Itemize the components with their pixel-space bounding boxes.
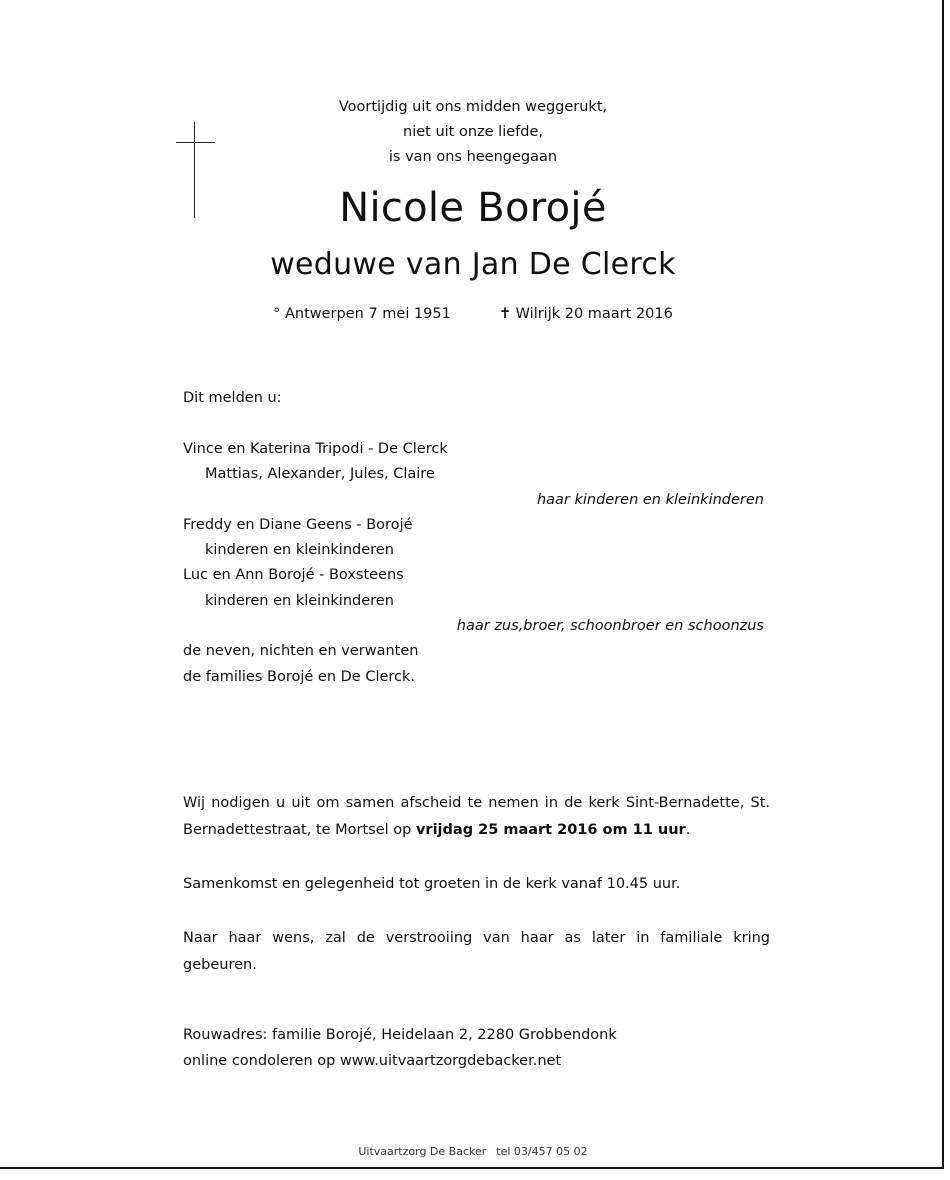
widow-of: weduwe van Jan De Clerck [270, 247, 676, 282]
family-line-3: Luc en Ann Borojé - Boxsteens [183, 567, 404, 583]
death-date: Wilrijk 20 maart 2016 [515, 306, 673, 322]
footer-phone: tel 03/457 05 02 [496, 1145, 588, 1158]
gathering-paragraph: Samenkomst en gelegenheid tot groeten in de kerk vanaf 10.45 uur. [183, 876, 681, 892]
invitation-end: . [685, 822, 691, 838]
relation-label-2: haar zus,broer, schoonbroer en schoonzus [456, 618, 764, 634]
family-line-1-children: Mattias, Alexander, Jules, Claire [205, 466, 435, 482]
wish-paragraph: Naar haar wens, zal de verstrooiing van haar as later in familiale kring gebeuren. [183, 930, 770, 973]
family-line-4: de neven, nichten en verwanten [183, 643, 419, 659]
footer [0, 1144, 946, 1160]
life-dates [0, 302, 946, 326]
online-condolences: online condoleren op www.uitvaartzorgdebacker.net [183, 1053, 562, 1069]
birth-date: ° Antwerpen 7 mei 1951 [273, 306, 451, 322]
intro-line-1: Voortijdig uit ons midden weggerukt, [338, 99, 608, 115]
footer-company: Uitvaartzorg De Backer [358, 1145, 487, 1158]
announce-text: Dit melden u: [183, 390, 282, 406]
intro-line-2: niet uit onze liefde, [403, 124, 543, 140]
invitation-paragraph [183, 790, 770, 844]
invitation-text: Wij nodigen u uit om samen afscheid te nemen in de kerk Sint-Bernadette, St. Bernadettestraat, te Mortsel op [183, 795, 770, 838]
invitation-date: vrijdag 25 maart 2016 om 11 uur [415, 822, 686, 838]
mourning-address: Rouwadres: familie Borojé, Heidelaan 2, 2280 Grobbendonk [183, 1027, 617, 1043]
family-line-5: de families Borojé en De Clerck. [183, 669, 416, 685]
family-line-2-children: kinderen en kleinkinderen [205, 542, 394, 558]
intro-line-3: is van ons heengegaan [388, 149, 558, 165]
death-cross-icon: ✝ [498, 306, 512, 322]
family-line-3-children: kinderen en kleinkinderen [205, 593, 394, 609]
family-line-1: Vince en Katerina Tripodi - De Clerck [183, 441, 448, 457]
relation-label-1: haar kinderen en kleinkinderen [536, 492, 764, 508]
deceased-name: Nicole Borojé [339, 185, 607, 231]
intro-verse [0, 95, 946, 170]
family-line-2: Freddy en Diane Geens - Borojé [183, 517, 413, 533]
